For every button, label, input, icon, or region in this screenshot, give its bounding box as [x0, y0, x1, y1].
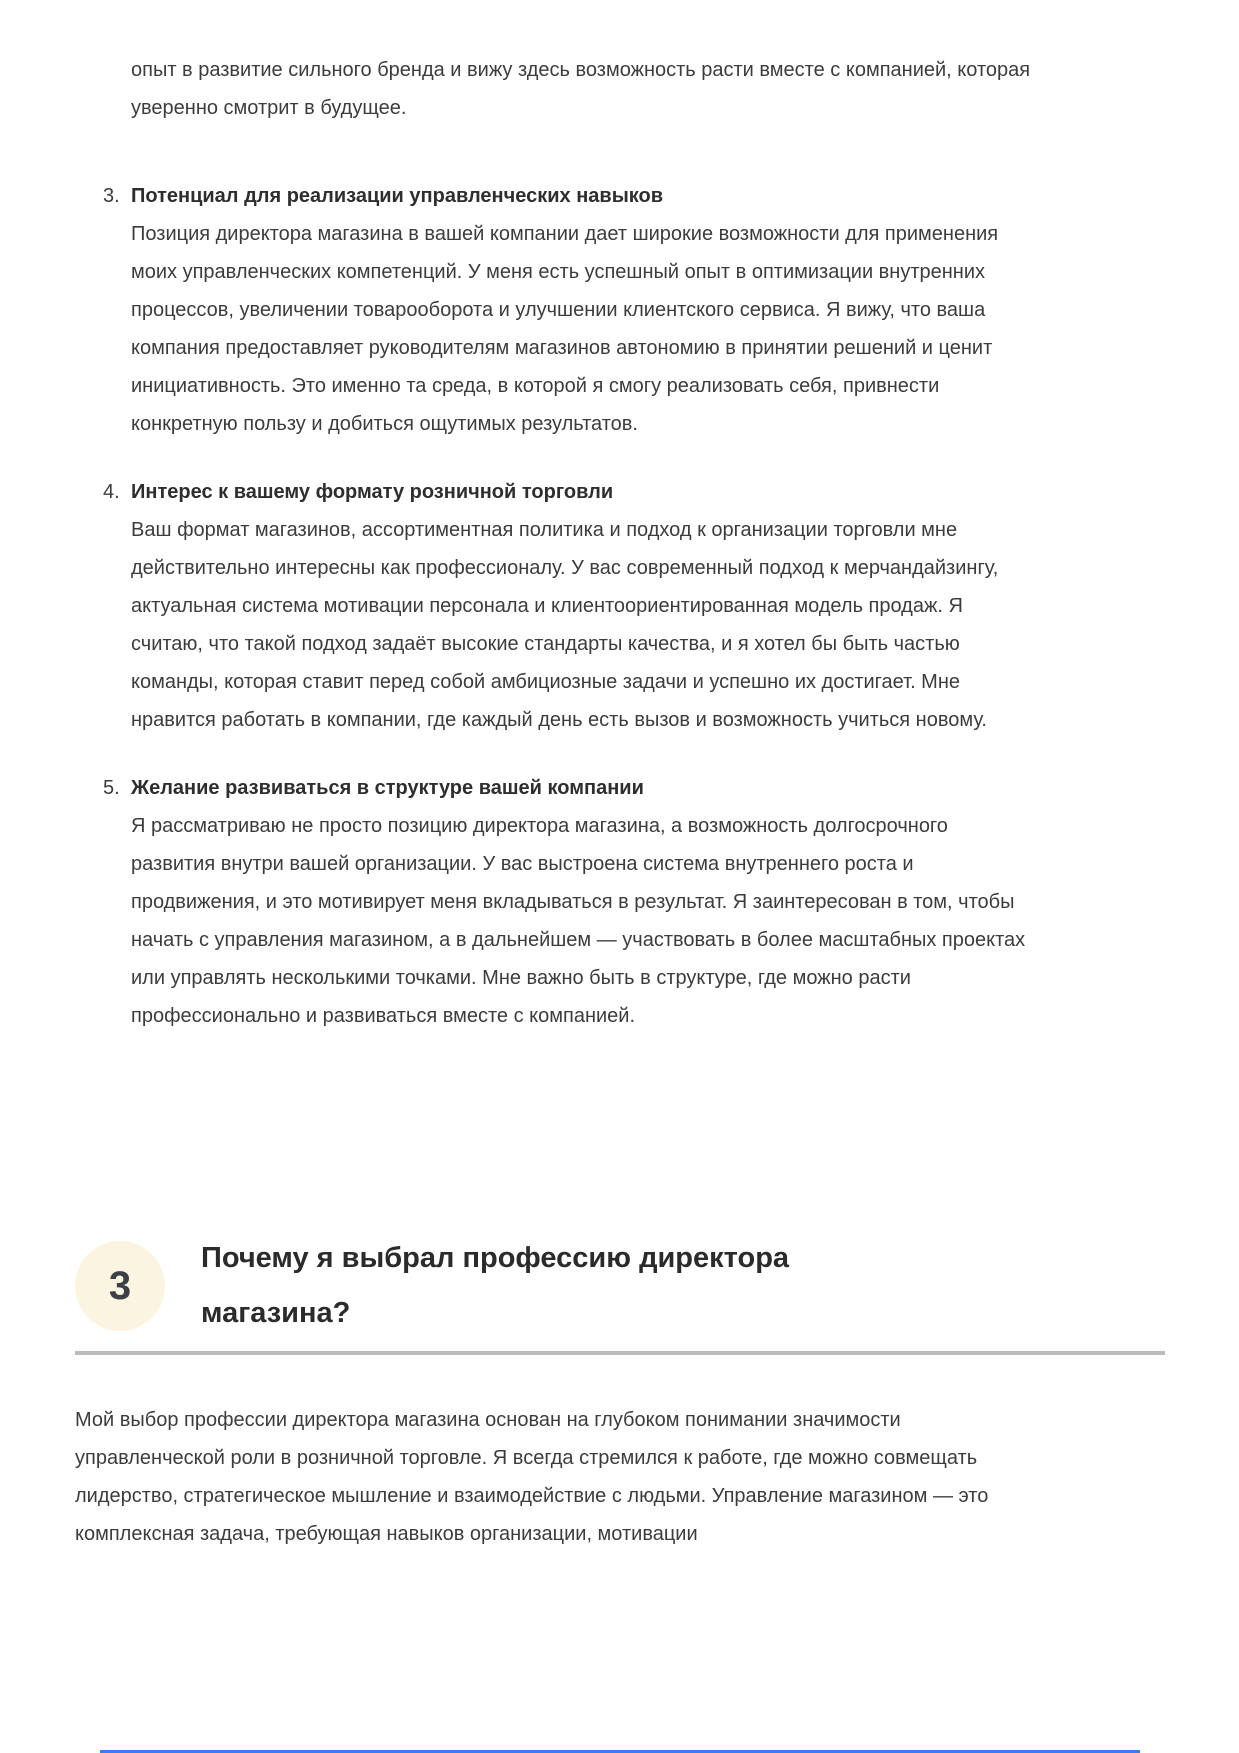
- document-content: [75, 0, 1165, 1553]
- paragraph-continuation: опыт в развитие сильного бренда и вижу здесь возможность расти вместе с компанией, которая уверенно смотрит в будущее.: [131, 59, 1031, 119]
- section-number: 3: [108, 1263, 132, 1308]
- list-item-title: Интерес к вашему формату розничной торговли: [131, 481, 614, 503]
- list-item-body: Позиция директора магазина в вашей компании дает широкие возможности для применения моих управленческих компетенций. У меня есть успешный опыт в оптимизации внутренних процессов, увеличении товарооборота и улучшении клиентского сервиса. Я вижу, что ваша компания предоставляет руководителям магазинов автономию в принятии решений и ценит инициативность. Это именно та среда, в которой я смогу реализовать себя, привнести конкретную пользу и добиться ощутимых результатов.: [131, 223, 999, 435]
- section-title: Почему я выбрал профессию директора магазина?: [201, 1242, 790, 1329]
- list-item-title: Желание развиваться в структуре вашей компании: [131, 777, 644, 799]
- section-divider: [75, 1351, 1165, 1355]
- list-item-number: 5.: [103, 777, 120, 799]
- list-item: [75, 177, 1165, 443]
- closing-paragraph: Мой выбор профессии директора магазина основан на глубоком понимании значимости управленческой роли в розничной торговле. Я всегда стремился к работе, где можно совмещать лидерство, стратегическое мышление и взаимодействие с людьми. Управление магазином — это комплексная задача, требующая навыков организации, мотивации: [75, 1409, 989, 1545]
- section-number-badge: [75, 1241, 165, 1331]
- section-header: [75, 1231, 1165, 1341]
- list-item-number: 3.: [103, 185, 120, 207]
- reasons-list: [75, 177, 1165, 1035]
- list-item-title: Потенциал для реализации управленческих навыков: [131, 185, 664, 207]
- list-item-body: Я рассматриваю не просто позицию директора магазина, а возможность долгосрочного развития внутри вашей организации. У вас выстроена система внутреннего роста и продвижения, и это мотивирует меня вкладываться в результат. Я заинтересован в том, чтобы начать с управления магазином, а в дальнейшем — участвовать в более масштабных проектах или управлять несколькими точками. Мне важно быть в структуре, где можно расти профессионально и развиваться вместе с компанией.: [131, 815, 1026, 1027]
- list-item-number: 4.: [103, 481, 120, 503]
- list-item: [75, 473, 1165, 739]
- list-item-body: Ваш формат магазинов, ассортиментная политика и подход к организации торговли мне действительно интересны как профессионалу. У вас современный подход к мерчандайзингу, актуальная система мотивации персонала и клиентоориентированная модель продаж. Я считаю, что такой подход задаёт высокие стандарты качества, и я хотел бы быть частью команды, которая ставит перед собой амбициозные задачи и успешно их достигает. Мне нравится работать в компании, где каждый день есть вызов и возможность учиться новому.: [131, 519, 999, 731]
- list-item: [75, 769, 1165, 1035]
